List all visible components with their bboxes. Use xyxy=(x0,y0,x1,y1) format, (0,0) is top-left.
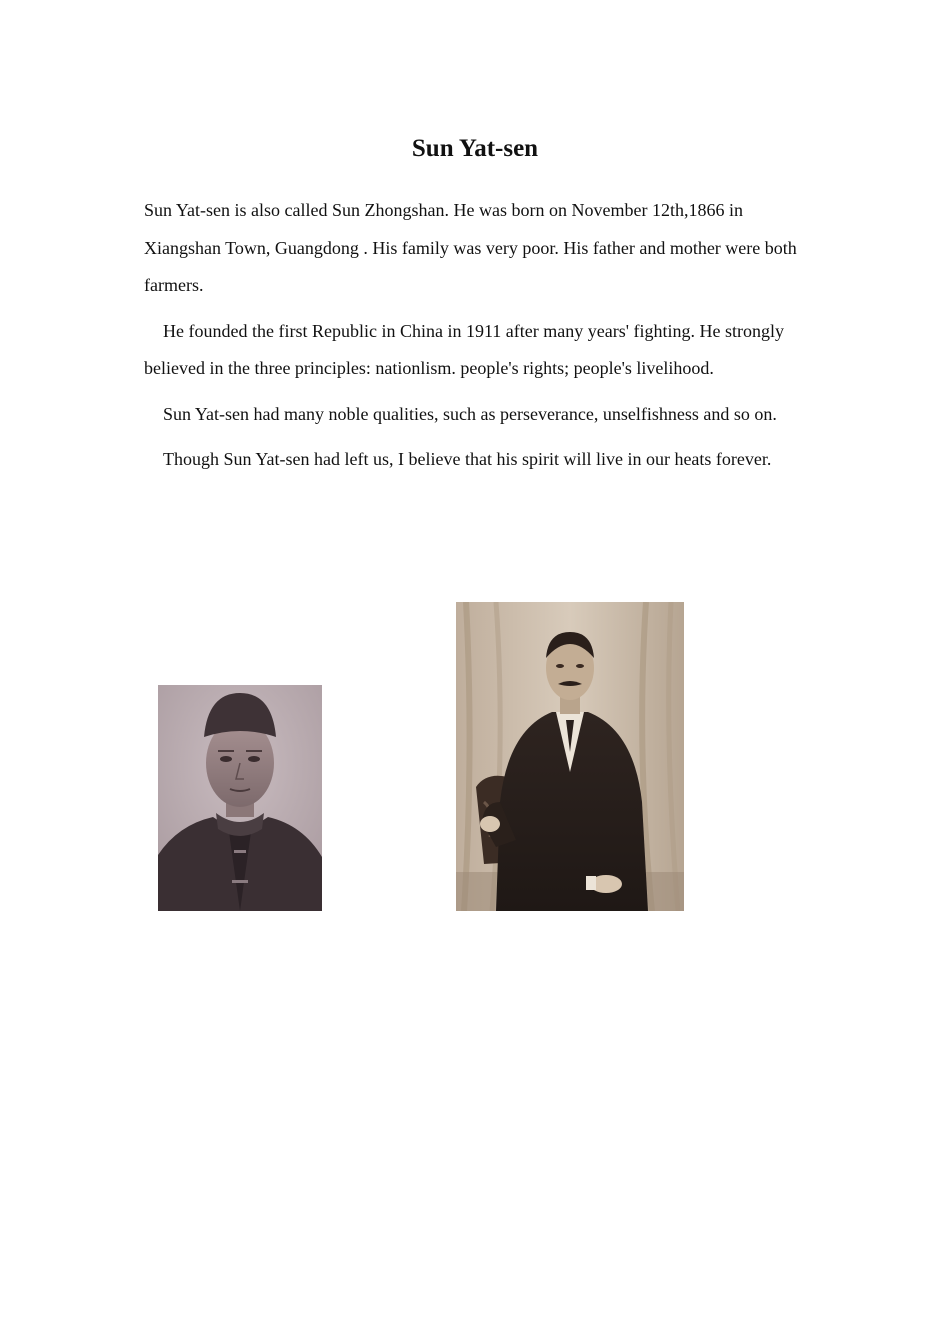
young-portrait-image xyxy=(158,685,322,911)
paragraph-2: He founded the first Republic in China in 1911 after many years' fighting. He strongly believed in the three principles: nationlism. people's rights; people's livelihood. xyxy=(144,320,784,378)
paragraph-3: Sun Yat-sen had many noble qualities, such as perseverance, unselfishness and so on. xyxy=(163,403,777,424)
paragraph-1: Sun Yat-sen is also called Sun Zhongshan. He was born on November 12th,1866 in Xiangshan Town, Guangdong . His family was very poor. His father and mother were both farmers. xyxy=(144,200,797,295)
young-portrait-photo xyxy=(158,685,322,911)
document-body xyxy=(144,192,810,487)
page-title: Sun Yat-sen xyxy=(411,135,539,162)
paragraph-4: Though Sun Yat-sen had left us, I believe that his spirit will live in our heats forever. xyxy=(163,449,772,469)
seated-portrait-photo xyxy=(456,602,684,911)
seated-portrait-image xyxy=(456,602,684,911)
